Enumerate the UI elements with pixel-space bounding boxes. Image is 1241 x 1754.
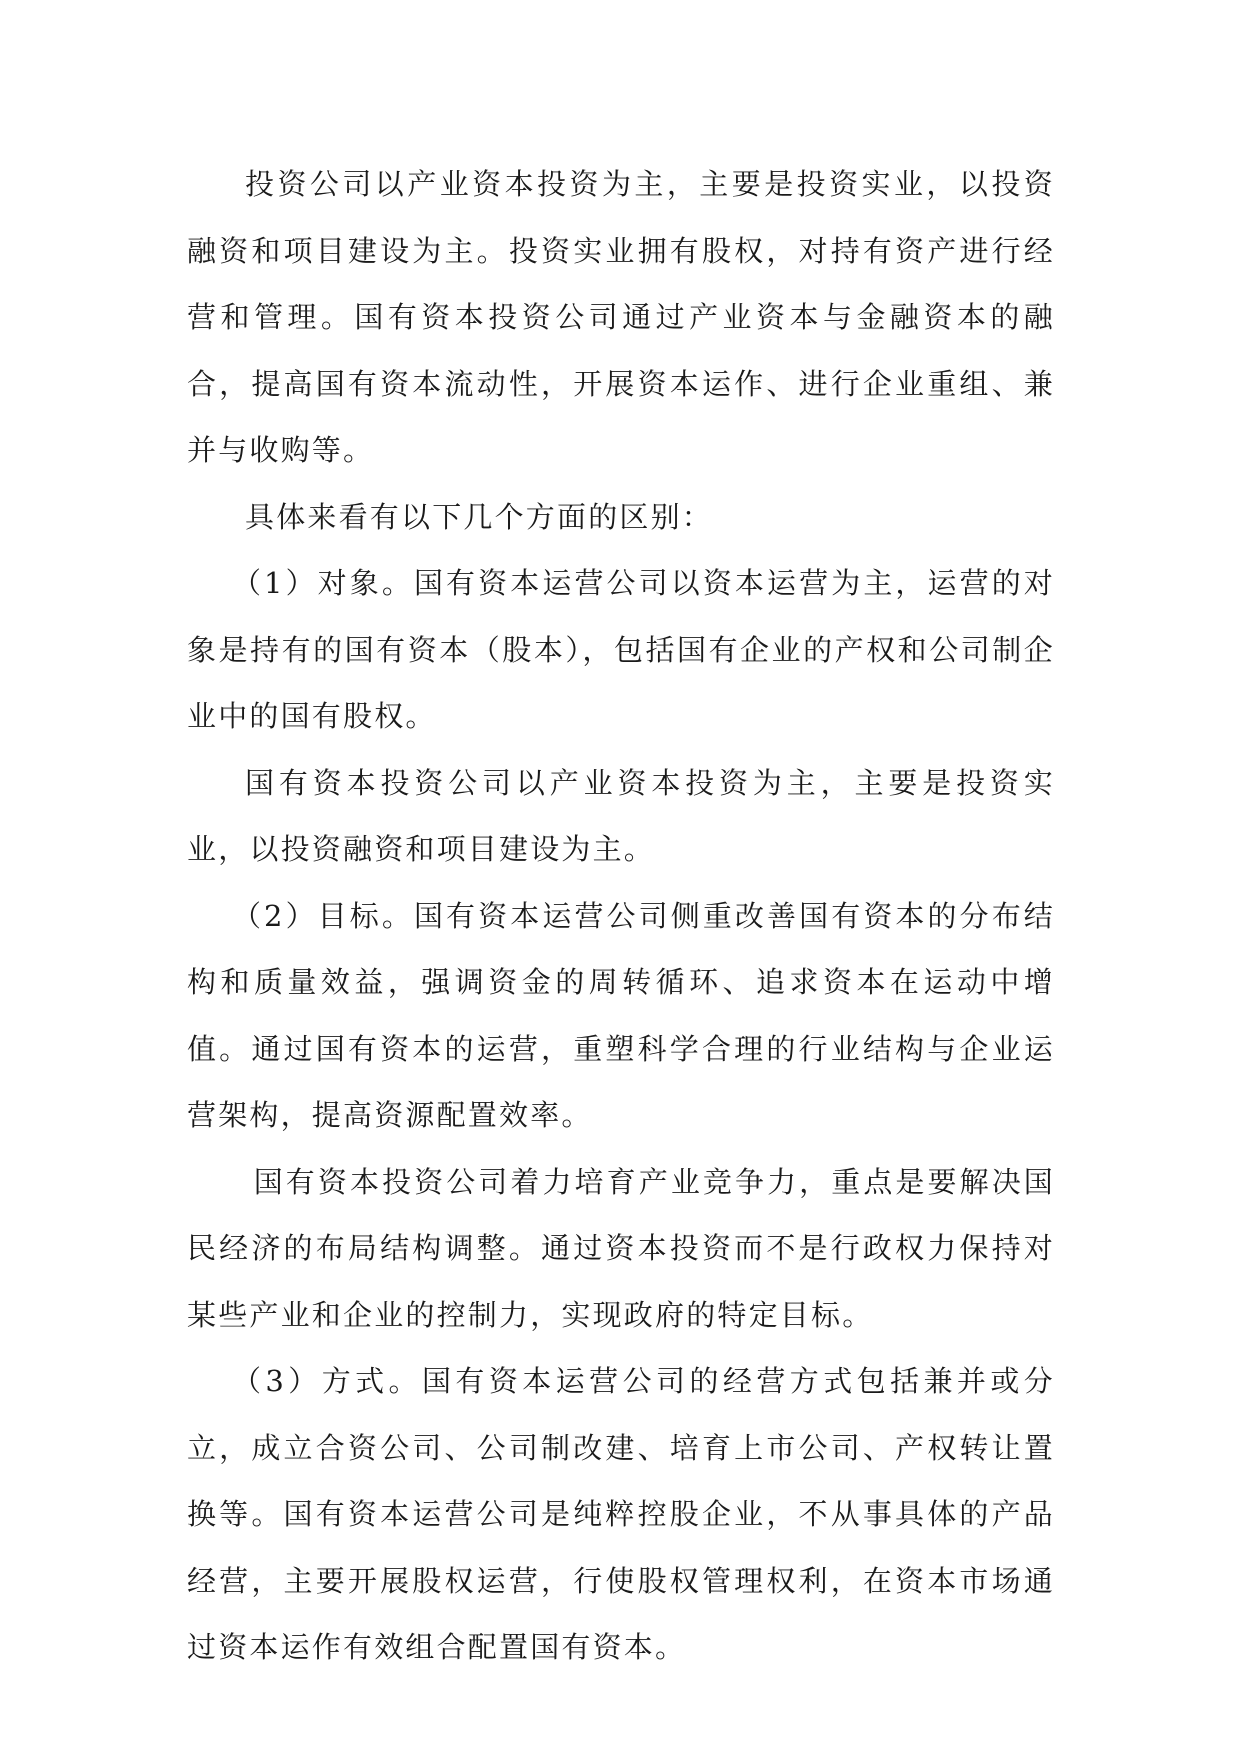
paragraph-item-2-investment: 国有资本投资公司着力培育产业竞争力，重点是要解决国民经济的布局结构调整。通过资本投资而不是行政权力保持对某些产业和企业的控制力，实现政府的特定目标。: [187, 1164, 1055, 1332]
paragraph-differences-lead: 具体来看有以下几个方面的区别：: [245, 499, 714, 534]
paragraph-investment-company-intro: 投资公司以产业资本投资为主，主要是投资实业，以投资融资和项目建设为主。投资实业拥有股权，对持有资产进行经营和管理。国有资本投资公司通过产业资本与金融资本的融合，提高国有资本流动性，开展资本运作、进行企业重组、兼并与收购等。: [187, 167, 1055, 467]
paragraph-item-1-object: （1）对象。国有资本运营公司以资本运营为主，运营的对象是持有的国有资本（股本），包括国有企业的产权和公司制企业中的国有股权。: [187, 566, 1055, 733]
paragraph-item-2-goal: （2）目标。国有资本运营公司侧重改善国有资本的分布结构和质量效益，强调资金的周转循环、追求资本在运动中增值。通过国有资本的运营，重塑科学合理的行业结构与企业运营架构，提高资源配置效率。: [187, 898, 1055, 1132]
document-body: [187, 151, 1055, 1681]
paragraph-item-1-investment: 国有资本投资公司以产业资本投资为主，主要是投资实业，以投资融资和项目建设为主。: [187, 765, 1055, 866]
paragraph-item-3-method: （3）方式。国有资本运营公司的经营方式包括兼并或分立，成立合资公司、公司制改建、培育上市公司、产权转让置换等。国有资本运营公司是纯粹控股企业，不从事具体的产品经营，主要开展股权运营，行使股权管理权利，在资本市场通过资本运作有效组合配置国有资本。: [187, 1364, 1055, 1664]
